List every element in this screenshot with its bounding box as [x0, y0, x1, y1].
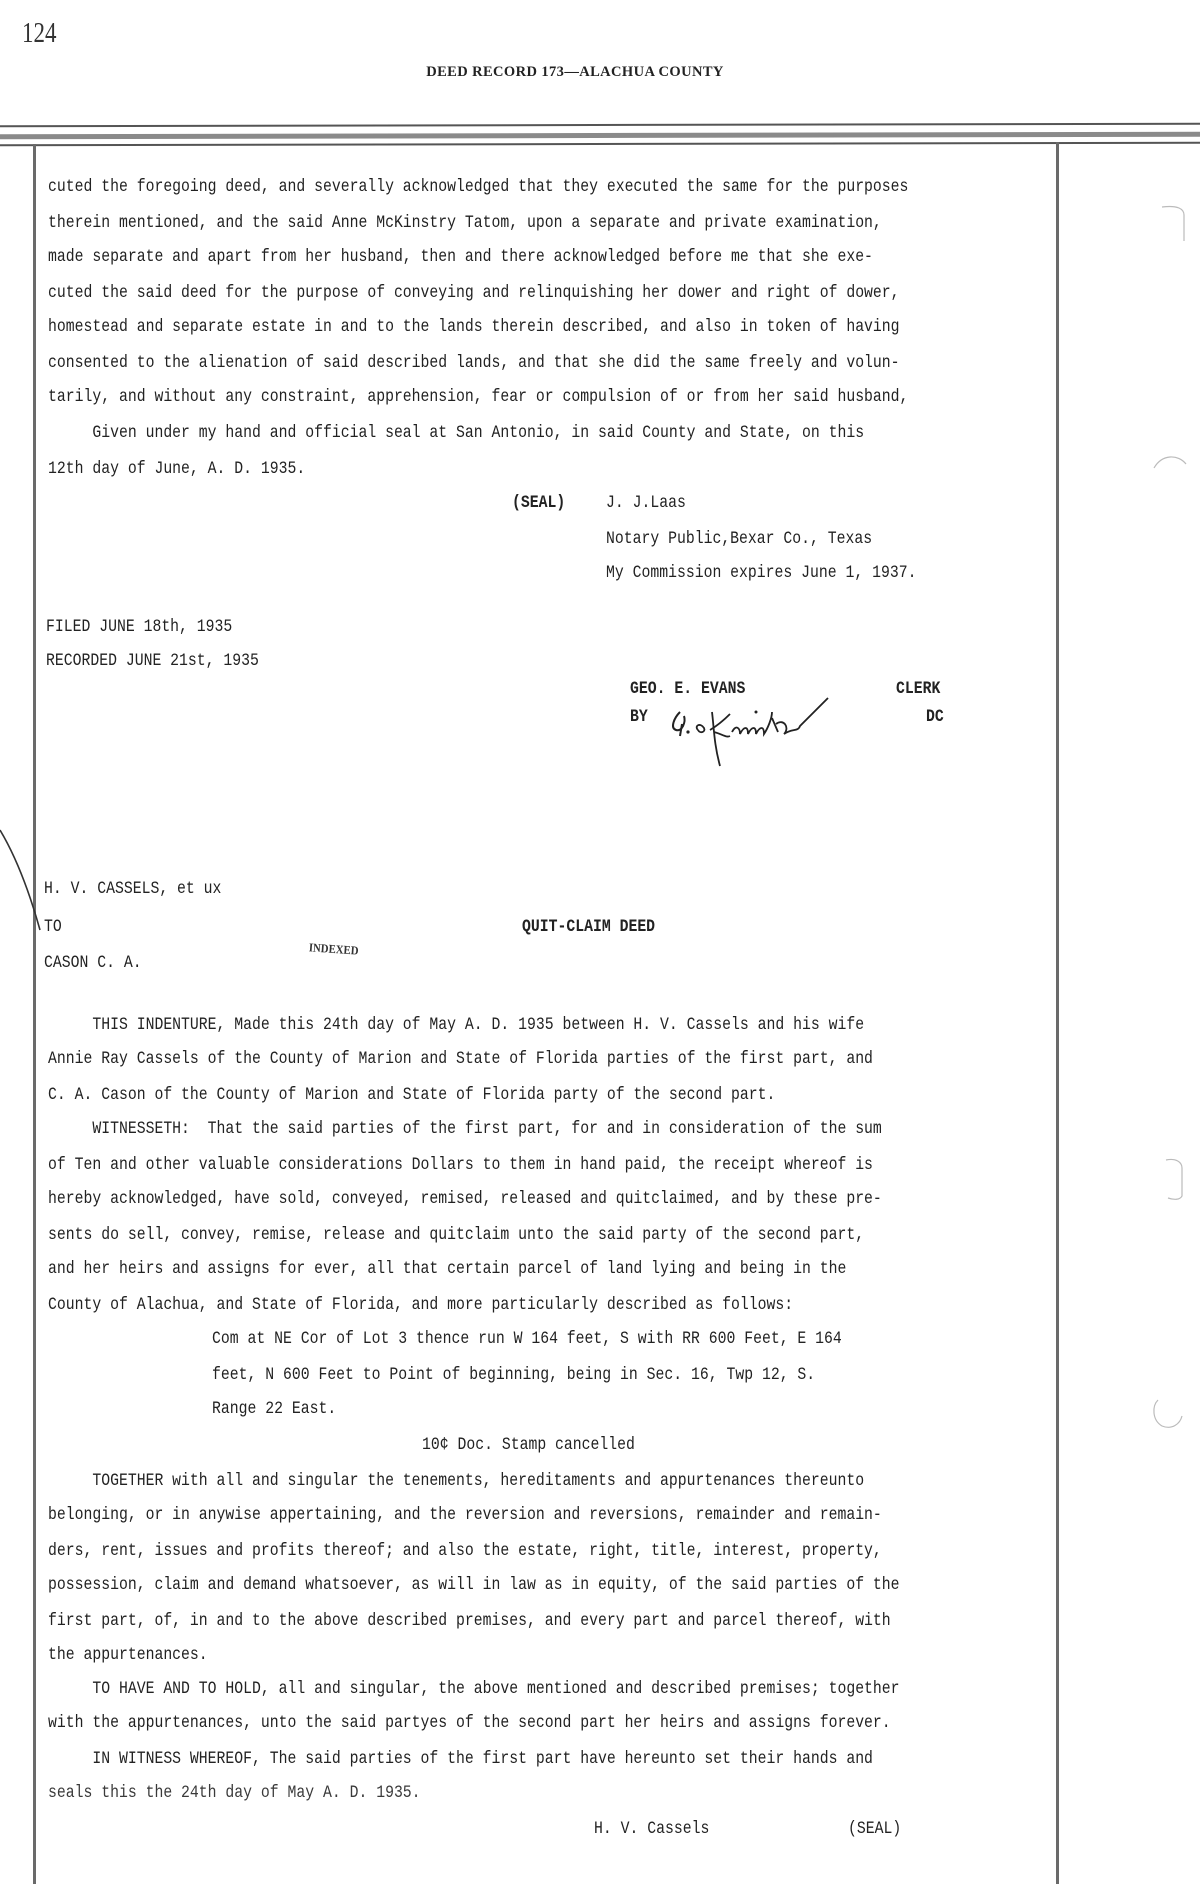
- by-label: BY: [630, 708, 648, 727]
- grantor-caption: H. V. CASSELS, et ux: [44, 880, 222, 899]
- notary-name: J. J.Laas: [606, 494, 686, 513]
- deed-line: sents do sell, convey, remise, release and quitclaim unto the said party of the second part,: [48, 1226, 865, 1245]
- ack-line: made separate and apart from her husband, then and there acknowledged before me that she exe-: [48, 248, 873, 267]
- ack-line: cuted the foregoing deed, and severally acknowledged that they executed the same for the purposes: [48, 178, 909, 197]
- binding-hole-mark: [1162, 1158, 1192, 1207]
- deed-line: with the appurtenances, unto the said partyes of the second part her heirs and assigns forever.: [48, 1714, 891, 1733]
- filed-date: FILED JUNE 18th, 1935: [46, 618, 233, 637]
- recorded-date: RECORDED JUNE 21st, 1935: [46, 652, 259, 671]
- ack-line: homestead and separate estate in and to the lands therein described, and also in token of having: [48, 318, 900, 337]
- deed-line: ders, rent, issues and profits thereof; and also the estate, right, title, interest, property,: [48, 1542, 882, 1561]
- deed-line: hereby acknowledged, have sold, conveyed, remised, released and quitclaimed, and by these pre-: [48, 1190, 882, 1209]
- binding-hole-mark: [1150, 1396, 1190, 1437]
- land-description-line: feet, N 600 Feet to Point of beginning, being in Sec. 16, Twp 12, S.: [212, 1366, 816, 1385]
- signer-seal: (SEAL): [848, 1820, 902, 1839]
- margin-bracket-mark: [0, 820, 50, 940]
- ack-line: 12th day of June, A. D. 1935.: [48, 460, 306, 479]
- deed-line: and her heirs and assigns for ever, all that certain parcel of land lying and being in the: [48, 1260, 847, 1279]
- deed-line: TO HAVE AND TO HOLD, all and singular, the above mentioned and described premises; together: [48, 1680, 900, 1699]
- binding-hole-mark: [1152, 452, 1192, 477]
- land-description-line: Com at NE Cor of Lot 3 thence run W 164 feet, S with RR 600 Feet, E 164: [212, 1330, 842, 1349]
- deed-line: first part, of, in and to the above described premises, and every part and parcel thereof, with: [48, 1612, 891, 1631]
- page-number: 124: [22, 18, 57, 49]
- left-margin-line: [33, 144, 36, 1884]
- clerk-name: GEO. E. EVANS: [630, 680, 746, 699]
- binding-hole-mark: [1160, 205, 1190, 250]
- notary-commission: My Commission expires June 1, 1937.: [606, 564, 917, 583]
- deed-line: belonging, or in anywise appertaining, and the reversion and reversions, remainder and remain-: [48, 1506, 882, 1525]
- ack-line: tarily, and without any constraint, apprehension, fear or compulsion of or from her said husband,: [48, 388, 909, 407]
- signer-name: H. V. Cassels: [594, 1820, 710, 1839]
- deed-line: WITNESSETH: That the said parties of the first part, for and in consideration of the sum: [48, 1120, 882, 1139]
- ack-line: cuted the said deed for the purpose of conveying and relinquishing her dower and right of dower,: [48, 284, 900, 303]
- deed-line: C. A. Cason of the County of Marion and State of Florida party of the second part.: [48, 1086, 776, 1105]
- ack-line: Given under my hand and official seal at San Antonio, in said County and State, on this: [48, 424, 865, 443]
- land-description-line: Range 22 East.: [212, 1400, 337, 1419]
- header-rule-bottom: [0, 142, 1200, 147]
- running-head: DEED RECORD 173—ALACHUA COUNTY: [426, 64, 724, 80]
- right-margin-line: [1056, 142, 1059, 1884]
- deed-line: the appurtenances.: [48, 1646, 208, 1665]
- clerk-title: CLERK: [896, 680, 941, 699]
- indexed-stamp: INDEXED: [308, 940, 360, 958]
- notary-title: Notary Public,Bexar Co., Texas: [606, 530, 873, 549]
- ack-line: therein mentioned, and the said Anne McKinstry Tatom, upon a separate and private examination,: [48, 214, 882, 233]
- doc-stamp-note: 10¢ Doc. Stamp cancelled: [422, 1436, 635, 1455]
- deed-line: Annie Ray Cassels of the County of Marion and State of Florida parties of the first part, and: [48, 1050, 873, 1069]
- deed-line: IN WITNESS WHEREOF, The said parties of the first part have hereunto set their hands and: [48, 1750, 873, 1769]
- notary-seal-label: (SEAL): [512, 494, 566, 513]
- grantee-caption: CASON C. A.: [44, 954, 142, 973]
- deed-line: County of Alachua, and State of Florida, and more particularly described as follows:: [48, 1296, 794, 1315]
- deed-line: TOGETHER with all and singular the tenements, hereditaments and appurtenances thereunto: [48, 1472, 865, 1491]
- deed-type: QUIT-CLAIM DEED: [522, 918, 656, 937]
- to-caption: TO: [44, 918, 62, 937]
- deputy-clerk-signature: [660, 688, 880, 768]
- header-rule-thick: [0, 132, 1200, 140]
- header-rule-top: [0, 123, 1200, 128]
- deed-line: possession, claim and demand whatsoever, as will in law as in equity, of the said parties of the: [48, 1576, 900, 1595]
- deputy-title: DC: [926, 708, 944, 727]
- deed-line: seals this the 24th day of May A. D. 1935.: [48, 1784, 421, 1803]
- deed-line: THIS INDENTURE, Made this 24th day of May A. D. 1935 between H. V. Cassels and his wife: [48, 1016, 865, 1035]
- deed-line: of Ten and other valuable considerations Dollars to them in hand paid, the receipt whereof is: [48, 1156, 873, 1175]
- ack-line: consented to the alienation of said described lands, and that she did the same freely and volun-: [48, 354, 900, 373]
